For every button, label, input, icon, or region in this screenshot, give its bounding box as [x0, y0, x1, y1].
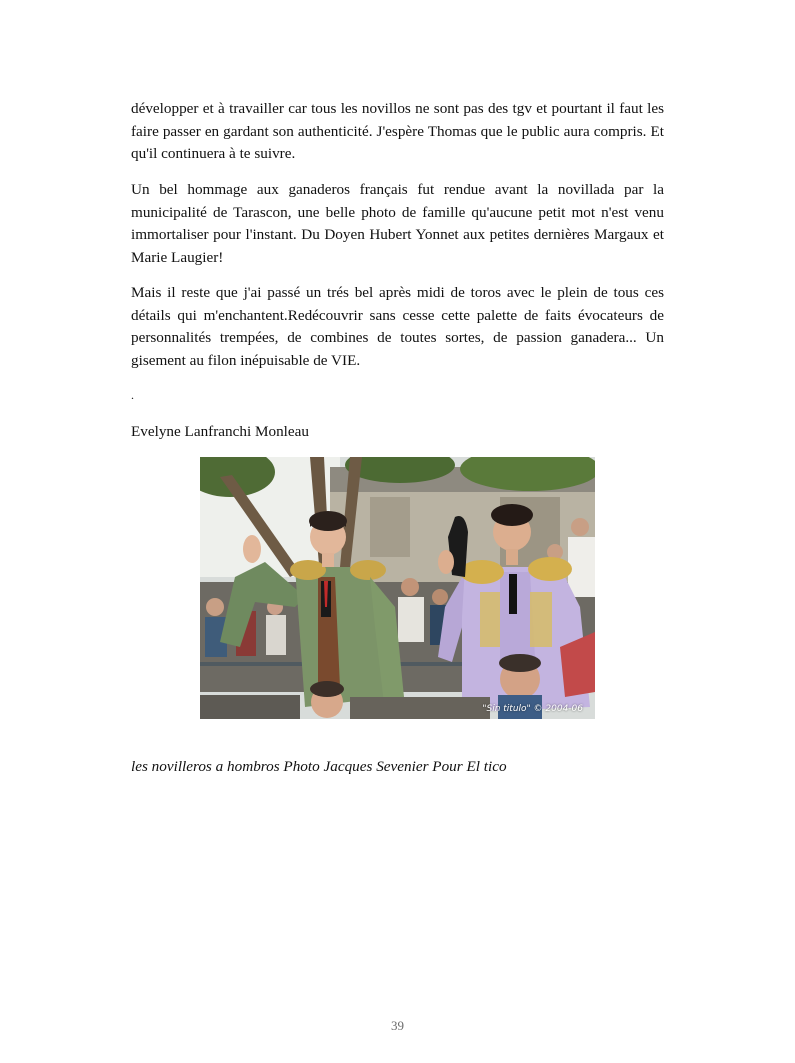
author-signature: Evelyne Lanfranchi Monleau: [131, 423, 309, 440]
paragraph-3: Mais il reste que j'ai passé un trés bel après midi de toros avec le plein de tous ces détails qui m'enchantent.Redécouvrir sans cesse cette palette de faits évocateurs de personnalités trempées, de combines de toutes sortes, de passion ganadera... Un gisement au filon inépuisable de VIE.: [131, 284, 664, 369]
photo-watermark: "Sin titulo" © 2004-06: [482, 704, 583, 714]
page-number: 39: [391, 1018, 404, 1033]
paragraph-2: Un bel hommage aux ganaderos français fut rendue avant la novillada par la municipalité de Tarascon, une belle photo de famille qu'aucune petit mot n'est venu immortaliser pour l'instant. Du Doyen Hubert Yonnet aux petites dernières Margaux et Marie Laugier!: [131, 181, 664, 266]
photo-illustration: [200, 457, 595, 719]
separator-dot: .: [131, 388, 134, 402]
novilleros-photo: [200, 457, 595, 719]
photo-caption: les novilleros a hombros Photo Jacques Sevenier Pour El tico: [131, 758, 507, 775]
paragraph-1: développer et à travailler car tous les novillos ne sont pas des tgv et pourtant il faut les faire passer en gardant son authenticité. J'espère Thomas que le public aura compris. Et qu'il continuera à te suivre.: [131, 100, 664, 162]
